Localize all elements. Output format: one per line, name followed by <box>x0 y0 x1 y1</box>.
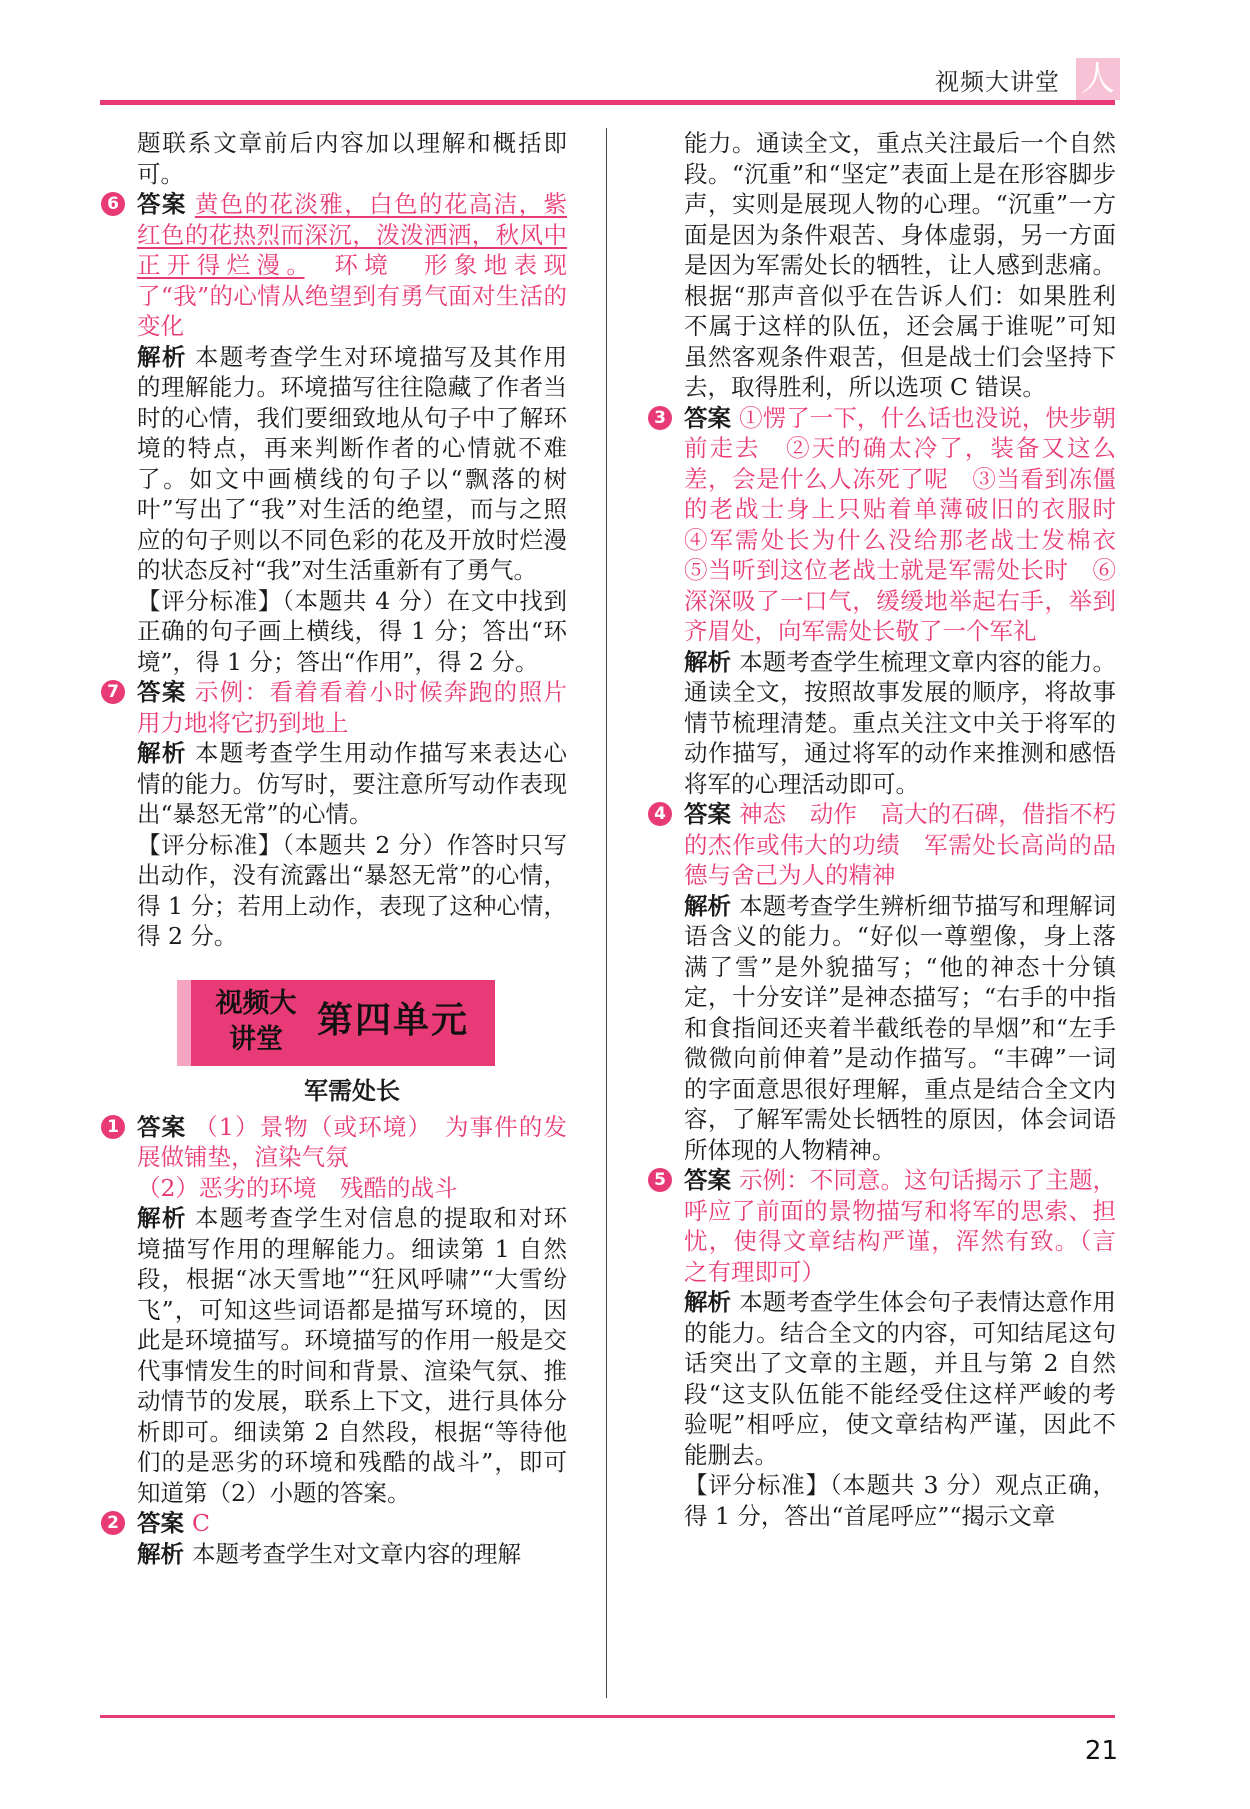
analysis-label: 解析 <box>137 739 187 767</box>
answer-text: 神态 动作 高大的石碑，借指不朽的杰作或伟大的功绩 军需处长高尚的品德与舍己为人的精神 <box>684 800 1117 889</box>
analysis-label: 解析 <box>684 1288 732 1316</box>
question-number: 6 <box>101 192 125 216</box>
answer-text: 环境 形象地表现了“我”的心情从绝望到有勇气面对生活的变化 <box>137 251 567 340</box>
unit-title: 第四单元 <box>317 999 470 1041</box>
scoring-label: 【评分标准】 <box>137 586 283 615</box>
scoring-label: 【评分标准】 <box>137 830 283 859</box>
question-4 <box>654 799 1117 1165</box>
publisher-logo-icon: 人 <box>1076 58 1120 100</box>
answer-text: 示例：看着看着小时候奔跑的照片 用力地将它扔到地上 <box>137 678 591 737</box>
question-number: 7 <box>101 680 125 704</box>
answer-label: 答案 <box>137 678 187 706</box>
scoring-label: 【评分标准】 <box>684 1471 830 1499</box>
question-number: 3 <box>648 406 672 430</box>
analysis-text: 本题考查学生对信息的提取和对环境描写作用的理解能力。细读第 1 自然段，根据“冰天雪地”“狂风呼啸”“大雪纷飞”，可知这些词语都是描写环境的，因此是环境描写。环境描写的作用一般是交代事情发生的时间和背景、渲染气氛、推动情节的发展，联系上下文，进行具体分析即可。细读第 2 自然段，根据“等待他们的是恶劣的环境和残酷的战斗”，即可知道第（2）小题的答案。 <box>137 1204 567 1507</box>
footer-divider <box>100 1715 1115 1718</box>
analysis-text: 本题考查学生梳理文章内容的能力。通读全文，按照故事发展的顺序，将故事情节梳理清楚。重点关注文中关于将军的动作描写，通过将军的动作来推测和感悟将军的心理活动即可。 <box>684 647 1117 798</box>
scoring-text: （本题共 2 分）作答时只写出动作，没有流露出“暴怒无常”的心情，得 1 分；若用上动作，表现了这种心情，得 2 分。 <box>137 830 567 950</box>
question-3 <box>654 403 1140 800</box>
question-7 <box>107 677 591 952</box>
answer-text: 示例：不同意。这句话揭示了主题，呼应了前面的景物描写和将军的思索、担忧，使得文章结构严谨，浑然有致。（言之有理即可） <box>684 1166 1117 1286</box>
answer-text: ①愣了一下，什么话也没说，快步朝前走去 ②天的确太冷了，装备又这么差，会是什么人冻死了呢 ③当看到冻僵的老战士身上只贴着单薄破旧的衣服时 ④军需处长为什么没给那老战士发棉衣 ⑤当听到这位老战士就是军需处长时 ⑥深深吸了一口气，缓缓地举起右手，举到齐眉处，向军需处长敬了一个军礼 <box>684 403 1140 645</box>
scoring-text: （本题共 4 分）在文中找到正确的句子画上横线，得 1 分；答出“环境”，得 1 分；答出“作用”，得 2 分。 <box>137 586 567 676</box>
answer-label: 答案 <box>684 403 732 432</box>
answer-label: 答案 <box>137 1112 187 1141</box>
intro-text: 题联系文章前后内容加以理解和概括即可。 <box>137 129 567 188</box>
analysis-text: 本题考查学生体会句子表情达意作用的能力。结合全文的内容，可知结尾这句话突出了文章的主题，并且与第 2 自然段“这支队伍能不能经受住这样严峻的考验呢”相呼应，使文章结构严谨，因此不能删去。 <box>684 1288 1117 1469</box>
question-2 <box>107 1508 567 1569</box>
analysis-label: 解析 <box>137 342 187 371</box>
analysis-continued: 能力。通读全文，重点关注最后一个自然段。“沉重”和“坚定”表面上是在形容脚步声，实则是展现人物的心理。“沉重”一方面是因为条件艰苦、身体虚弱，另一方面是因为军需处长的牺牲，让人感到悲痛。根据“那声音似乎在告诉人们：如果胜利不属于这样的队伍，还会属于谁呢”可知虽然客观条件艰苦，但是战士们会坚持下去，取得胜利，所以选项 C 错误。 <box>684 129 1116 401</box>
column-divider <box>606 128 607 1698</box>
question-number: 1 <box>101 1115 125 1139</box>
page-number: 21 <box>1084 1736 1118 1766</box>
answer-text-underlined: 黄色的花淡雅，白色的花高洁，紫红色的花热烈而深沉，泼泼洒洒，秋风中正开得烂漫。 <box>137 190 567 279</box>
unit-banner-box <box>177 980 495 1066</box>
question-number: 2 <box>101 1511 125 1535</box>
banner-series-name: 视频大讲堂 <box>215 987 297 1055</box>
question-1 <box>107 1112 568 1509</box>
analysis-label: 解析 <box>684 891 732 920</box>
question-6 <box>107 189 567 677</box>
question-number: 5 <box>648 1168 672 1192</box>
left-column <box>107 128 591 1569</box>
question-number: 4 <box>648 802 672 826</box>
analysis-label: 解析 <box>684 647 732 676</box>
analysis-text: 本题考查学生辨析细节描写和理解词语含义的能力。“好似一尊塑像，身上落满了雪”是外貌描写；“他的神态十分镇定，十分安详”是神态描写；“右手的中指和食指间还夹着半截纸卷的旱烟”和“左手微微向前伸着”是动作描写。“丰碑”一词的字面意思很好理解，重点是结合全文内容，了解军需处长牺牲的原因，体会词语所体现的人物精神。 <box>684 891 1117 1164</box>
question-5 <box>654 1165 1117 1531</box>
analysis-text: 本题考查学生用动作描写来表达心情的能力。仿写时，要注意所写动作表现出“暴怒无常”的心情。 <box>137 739 567 828</box>
header-divider <box>100 100 1115 105</box>
unit-banner <box>137 980 567 1112</box>
lesson-title: 军需处长 <box>304 1076 400 1105</box>
answer-text: C <box>192 1509 210 1537</box>
right-column <box>654 128 1140 1531</box>
scoring-text: （本题共 3 分）观点正确，得 1 分，答出“首尾呼应”“揭示文章 <box>684 1471 1116 1530</box>
answer-text-2: （2）恶劣的环境 残酷的战斗 <box>137 1173 458 1202</box>
answer-label: 答案 <box>137 1509 184 1537</box>
header-title: 视频大讲堂 <box>935 68 1060 96</box>
analysis-text: 本题考查学生对文章内容的理解 <box>192 1539 521 1568</box>
analysis-text: 本题考查学生对环境描写及其作用的理解能力。环境描写往往隐藏了作者当时的心情，我们要细致地从句子中了解环境的特点，再来判断作者的心情就不难了。如文中画横线的句子以“飘落的树叶”写出了“我”对生活的绝望，而与之照应的句子则以不同色彩的花及开放时烂漫的状态反衬“我”对生活重新有了勇气。 <box>137 342 567 584</box>
answer-label: 答案 <box>137 190 187 218</box>
analysis-label: 解析 <box>137 1539 184 1568</box>
answer-label: 答案 <box>684 800 732 828</box>
answer-label: 答案 <box>684 1166 732 1194</box>
answer-text: （1）景物（或环境） 为事件的发展做铺垫，渲染气氛 <box>137 1112 568 1171</box>
analysis-label: 解析 <box>137 1204 187 1232</box>
